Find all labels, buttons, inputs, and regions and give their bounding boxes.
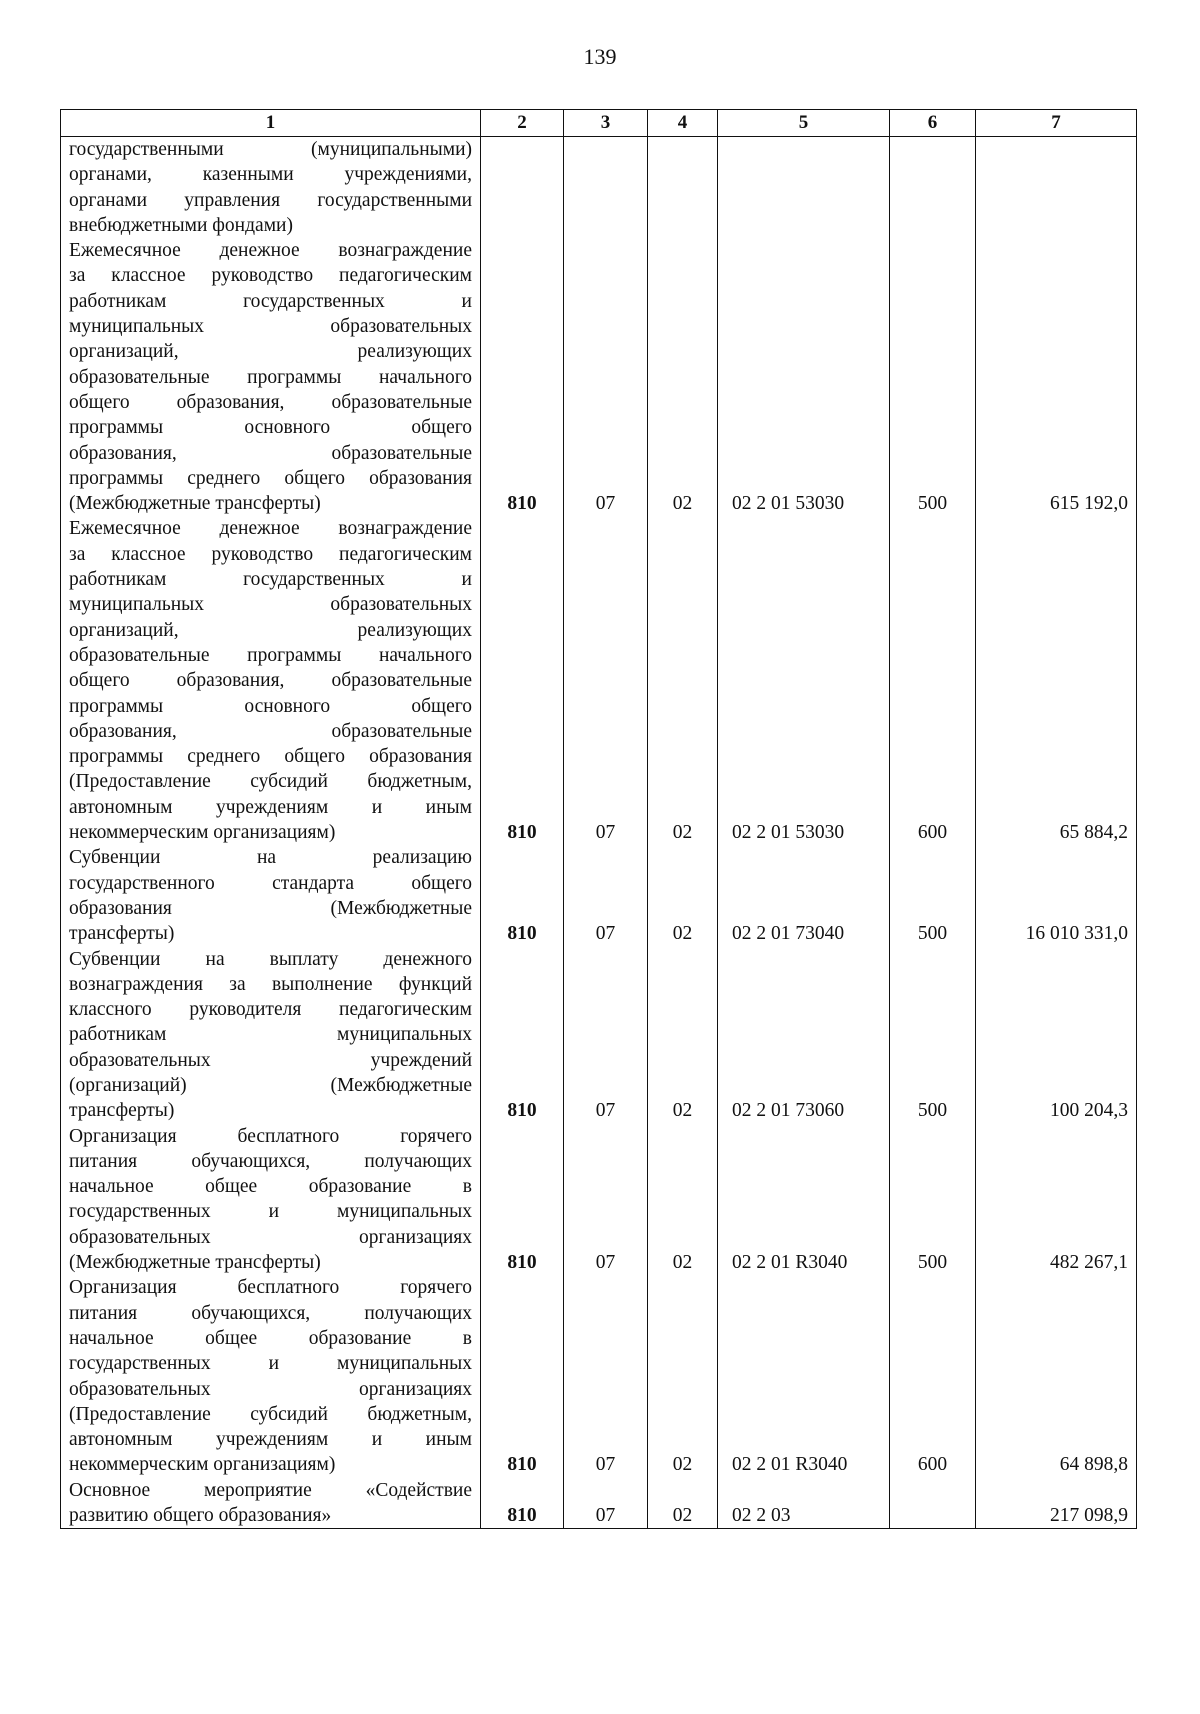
row-amount: 615 192,0 bbox=[976, 238, 1137, 516]
description-line: образования, образовательные bbox=[69, 442, 472, 464]
table-row bbox=[61, 947, 1137, 1124]
description-line: образовательные программы начального bbox=[69, 366, 472, 388]
description-line: органами, казенными учреждениями, bbox=[69, 164, 472, 186]
column-header-2: 2 bbox=[481, 110, 564, 137]
description-line: государственными (муниципальными) bbox=[69, 139, 472, 160]
table-row bbox=[61, 1275, 1137, 1477]
row-code-ministry: 810 bbox=[481, 1478, 564, 1529]
description-line: начальное общее образование в bbox=[69, 1327, 472, 1349]
description-line: за классное руководство педагогическим bbox=[69, 265, 472, 287]
description-line: программы среднего общего образования bbox=[69, 746, 472, 768]
table-row bbox=[61, 516, 1137, 845]
row-code-subsection: 02 bbox=[648, 845, 718, 946]
row-code-subsection: 02 bbox=[648, 947, 718, 1124]
row-code-section: 07 bbox=[564, 947, 648, 1124]
row-amount: 217 098,9 bbox=[976, 1478, 1137, 1529]
column-header-7: 7 bbox=[976, 110, 1137, 137]
row-description bbox=[61, 1124, 481, 1276]
row-code-target-article: 02 2 01 73060 bbox=[718, 947, 890, 1124]
row-code-section: 07 bbox=[564, 516, 648, 845]
table-row bbox=[61, 1478, 1137, 1529]
row-code-expense-type bbox=[890, 137, 976, 239]
description-line: образования (Межбюджетные bbox=[69, 897, 472, 919]
row-code-expense-type: 600 bbox=[890, 1275, 976, 1477]
description-line: Организация бесплатного горячего bbox=[69, 1277, 472, 1299]
table-row bbox=[61, 137, 1137, 239]
description-line: классного руководителя педагогическим bbox=[69, 999, 472, 1021]
row-description bbox=[61, 1478, 481, 1529]
description-line: работникам государственных и bbox=[69, 290, 472, 312]
column-header-3: 3 bbox=[564, 110, 648, 137]
budget-table bbox=[60, 109, 1137, 1529]
row-code-ministry: 810 bbox=[481, 1124, 564, 1276]
row-description bbox=[61, 137, 481, 239]
description-line: питания обучающихся, получающих bbox=[69, 1302, 472, 1324]
row-code-target-article: 02 2 01 R3040 bbox=[718, 1275, 890, 1477]
row-description bbox=[61, 845, 481, 946]
description-line: (Предоставление субсидий бюджетным, bbox=[69, 771, 472, 793]
description-line: Субвенции на реализацию bbox=[69, 847, 472, 869]
row-code-section: 07 bbox=[564, 1275, 648, 1477]
row-description bbox=[61, 238, 481, 516]
row-code-subsection bbox=[648, 137, 718, 239]
table-row bbox=[61, 845, 1137, 946]
description-line: Организация бесплатного горячего bbox=[69, 1125, 472, 1147]
description-line: общего образования, образовательные bbox=[69, 670, 472, 692]
description-line: питания обучающихся, получающих bbox=[69, 1150, 472, 1172]
description-line: автономным учреждениям и иным bbox=[69, 796, 472, 818]
table-row bbox=[61, 238, 1137, 516]
description-line: Ежемесячное денежное вознаграждение bbox=[69, 240, 472, 262]
description-line: вознаграждения за выполнение функций bbox=[69, 973, 472, 995]
description-line: образовательных организациях bbox=[69, 1378, 472, 1400]
row-code-expense-type: 600 bbox=[890, 516, 976, 845]
row-amount: 16 010 331,0 bbox=[976, 845, 1137, 946]
row-code-target-article: 02 2 01 73040 bbox=[718, 845, 890, 946]
row-description bbox=[61, 947, 481, 1124]
description-line: развитию общего образования» bbox=[69, 1505, 332, 1527]
row-code-ministry: 810 bbox=[481, 516, 564, 845]
row-code-subsection: 02 bbox=[648, 1124, 718, 1276]
row-code-target-article bbox=[718, 137, 890, 239]
row-amount: 64 898,8 bbox=[976, 1275, 1137, 1477]
description-line: муниципальных образовательных bbox=[69, 594, 472, 616]
description-line: организаций, реализующих bbox=[69, 341, 472, 363]
row-code-target-article: 02 2 01 53030 bbox=[718, 238, 890, 516]
description-line: работникам муниципальных bbox=[69, 1024, 472, 1046]
row-code-subsection: 02 bbox=[648, 1478, 718, 1529]
description-line: трансферты) bbox=[69, 1100, 175, 1122]
row-amount bbox=[976, 137, 1137, 239]
description-line: за классное руководство педагогическим bbox=[69, 543, 472, 565]
row-code-expense-type: 500 bbox=[890, 845, 976, 946]
row-code-section: 07 bbox=[564, 238, 648, 516]
row-amount: 482 267,1 bbox=[976, 1124, 1137, 1276]
column-header-6: 6 bbox=[890, 110, 976, 137]
description-line: органами управления государственными bbox=[69, 189, 472, 211]
description-line: трансферты) bbox=[69, 923, 175, 945]
row-code-target-article: 02 2 01 53030 bbox=[718, 516, 890, 845]
description-line: государственных и муниципальных bbox=[69, 1353, 472, 1375]
row-amount: 65 884,2 bbox=[976, 516, 1137, 845]
description-line: программы основного общего bbox=[69, 417, 472, 439]
row-amount: 100 204,3 bbox=[976, 947, 1137, 1124]
row-description bbox=[61, 1275, 481, 1477]
row-code-target-article: 02 2 01 R3040 bbox=[718, 1124, 890, 1276]
description-line: (Предоставление субсидий бюджетным, bbox=[69, 1403, 472, 1425]
description-line: (Межбюджетные трансферты) bbox=[69, 493, 321, 515]
table-body bbox=[61, 137, 1137, 1529]
description-line: Ежемесячное денежное вознаграждение bbox=[69, 518, 472, 540]
description-line: некоммерческим организациям) bbox=[69, 822, 336, 844]
description-line: (организаций) (Межбюджетные bbox=[69, 1074, 472, 1096]
page-number: 139 bbox=[583, 44, 617, 69]
description-line: Субвенции на выплату денежного bbox=[69, 948, 472, 970]
description-line: муниципальных образовательных bbox=[69, 316, 472, 338]
row-code-section: 07 bbox=[564, 845, 648, 946]
row-code-expense-type: 500 bbox=[890, 947, 976, 1124]
row-code-subsection: 02 bbox=[648, 238, 718, 516]
column-header-4: 4 bbox=[648, 110, 718, 137]
description-line: внебюджетными фондами) bbox=[69, 214, 293, 236]
column-header-1: 1 bbox=[61, 110, 481, 137]
description-line: общего образования, образовательные bbox=[69, 391, 472, 413]
description-line: образования, образовательные bbox=[69, 720, 472, 742]
row-code-section: 07 bbox=[564, 1124, 648, 1276]
row-code-expense-type: 500 bbox=[890, 1124, 976, 1276]
description-line: государственного стандарта общего bbox=[69, 872, 472, 894]
row-code-expense-type bbox=[890, 1478, 976, 1529]
header-row bbox=[61, 110, 1137, 137]
description-line: автономным учреждениям и иным bbox=[69, 1429, 472, 1451]
row-code-subsection: 02 bbox=[648, 516, 718, 845]
row-code-subsection: 02 bbox=[648, 1275, 718, 1477]
description-line: государственных и муниципальных bbox=[69, 1201, 472, 1223]
row-code-ministry: 810 bbox=[481, 947, 564, 1124]
column-header-5: 5 bbox=[718, 110, 890, 137]
row-code-ministry: 810 bbox=[481, 238, 564, 516]
row-code-section bbox=[564, 137, 648, 239]
description-line: программы среднего общего образования bbox=[69, 467, 472, 489]
row-code-expense-type: 500 bbox=[890, 238, 976, 516]
description-line: (Межбюджетные трансферты) bbox=[69, 1252, 321, 1274]
table-row bbox=[61, 1124, 1137, 1276]
row-code-ministry: 810 bbox=[481, 845, 564, 946]
description-line: образовательные программы начального bbox=[69, 644, 472, 666]
description-line: образовательных учреждений bbox=[69, 1049, 472, 1071]
description-line: программы основного общего bbox=[69, 695, 472, 717]
row-code-ministry: 810 bbox=[481, 1275, 564, 1477]
description-line: Основное мероприятие «Содействие bbox=[69, 1479, 472, 1501]
description-line: образовательных организациях bbox=[69, 1226, 472, 1248]
row-code-ministry bbox=[481, 137, 564, 239]
description-line: работникам государственных и bbox=[69, 569, 472, 591]
description-line: организаций, реализующих bbox=[69, 619, 472, 641]
row-code-section: 07 bbox=[564, 1478, 648, 1529]
row-description bbox=[61, 516, 481, 845]
row-code-target-article: 02 2 03 bbox=[718, 1478, 890, 1529]
description-line: некоммерческим организациям) bbox=[69, 1454, 336, 1476]
description-line: начальное общее образование в bbox=[69, 1176, 472, 1198]
